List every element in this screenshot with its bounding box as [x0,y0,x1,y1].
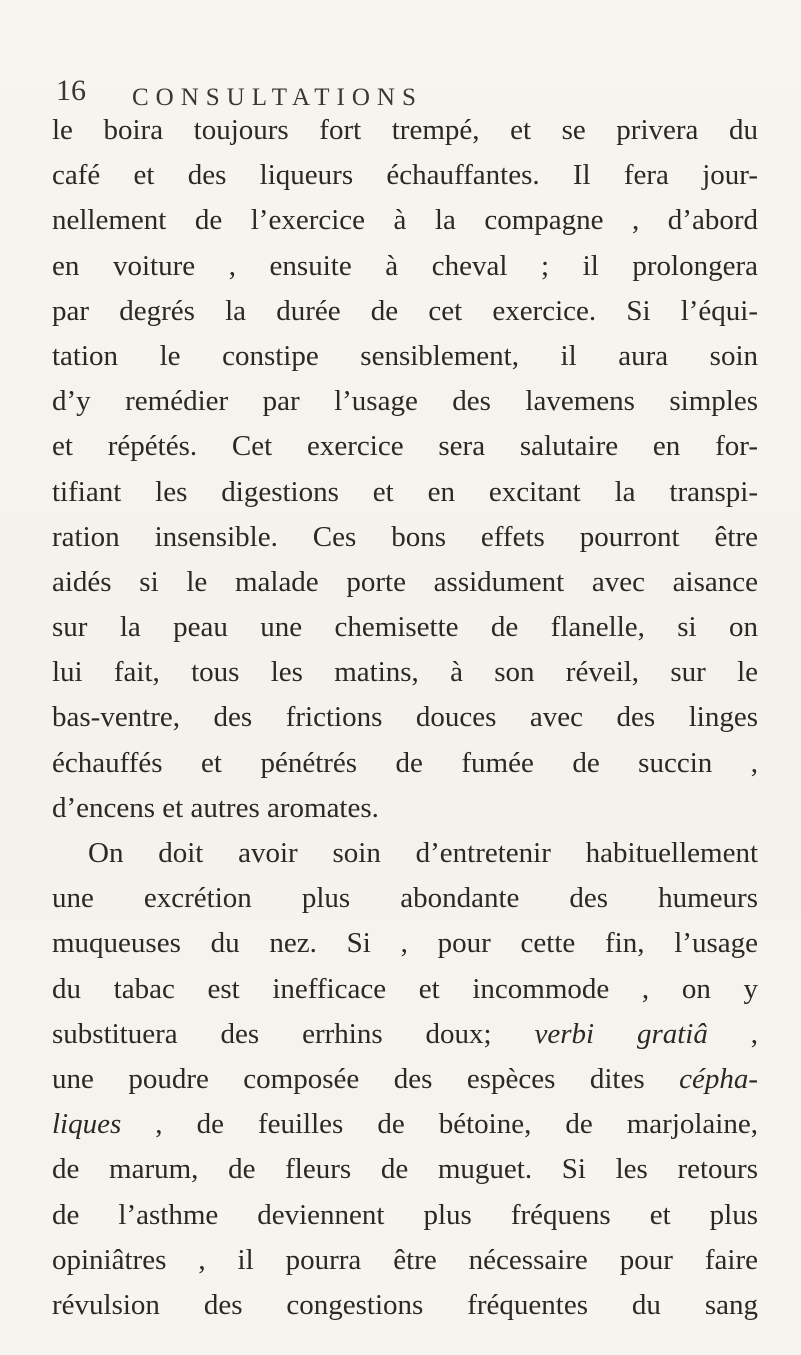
text-line: bas-ventre, des frictions douces avec des linges [52,701,758,734]
text-line: et répétés. Cet exercice sera salutaire en for- [52,430,758,463]
text-line: muqueuses du nez. Si , pour cette fin, l’usage [52,927,758,960]
text-line: nellement de l’exercice à la compagne , d’abord [52,204,758,237]
text-line: échauffés et pénétrés de fumée de succin , [52,746,758,779]
text-line: de marum, de fleurs de muguet. Si les retours [52,1153,758,1186]
text-segment: une poudre composée des espèces dites [52,1062,680,1095]
text-line: lui fait, tous les matins, à son réveil, sur le [52,656,758,689]
text-line: opiniâtres , il pourra être nécessaire pour faire [52,1243,758,1276]
running-head: CONSULTATIONS [132,84,423,111]
text-line: une excrétion plus abondante des humeurs [52,882,758,915]
text-line: le boira toujours fort trempé, et se privera du [52,114,758,146]
text-line: café et des liqueurs échauffantes. Il fera jour- [52,159,758,192]
text-line: d’encens et autres aromates. [52,791,379,824]
text-line: tation le constipe sensiblement, il aura soin [52,339,758,372]
italic-segment: liques [52,1108,122,1141]
italic-segment: cépha- [679,1062,758,1095]
text-line: ration insensible. Ces bons effets pourront être [52,520,758,553]
body-text [52,108,758,1328]
text-segment: , de feuilles de bétoine, de marjolaine, [121,1108,758,1141]
text-line [52,1012,758,1057]
text-line: de l’asthme deviennent plus fréquens et plus [52,1198,758,1231]
text-segment: , [707,1017,759,1050]
text-line: On doit avoir soin d’entretenir habituellement [88,837,758,869]
text-line: par degrés la durée de cet exercice. Si l’équi- [52,294,758,327]
text-segment: substituera des errhins doux; [52,1017,535,1050]
text-line [52,1057,758,1102]
page-number: 16 [56,74,86,107]
text-line: tifiant les digestions et en excitant la transpi- [52,475,758,508]
text-line: aidés si le malade porte assidument avec aisance [52,565,758,598]
text-line: révulsion des congestions fréquentes du sang [52,1288,758,1321]
text-line: en voiture , ensuite à cheval ; il prolongera [52,249,758,282]
text-line: d’y remédier par l’usage des lavemens simples [52,385,758,418]
text-line: du tabac est inefficace et incommode , on y [52,972,758,1005]
text-line [52,1102,758,1147]
text-line: sur la peau une chemisette de flanelle, si on [52,611,758,644]
italic-segment: verbi gratiâ [534,1017,708,1050]
